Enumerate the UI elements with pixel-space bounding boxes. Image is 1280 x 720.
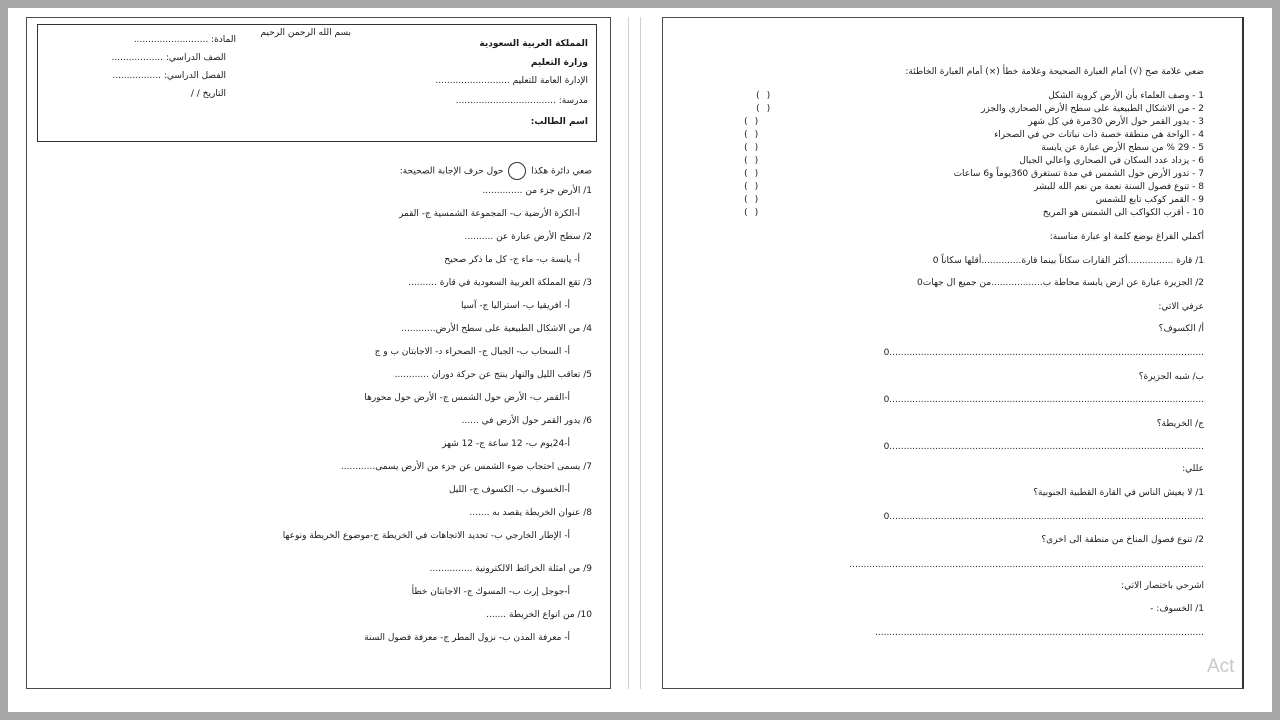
answer-parentheses: ( ): [755, 104, 772, 114]
answer-line: ..............................................................................................................0: [883, 348, 1204, 358]
answer-parentheses: ( ): [743, 143, 760, 153]
define-title: عرفي الاتي:: [1158, 302, 1204, 312]
tf-item: 9 - القمر كوكب تابع للشمس: [1095, 195, 1204, 205]
mcq-options: أ- افريقيا ب- استراليا ج- آسيا: [460, 301, 570, 311]
answer-parentheses: ( ): [743, 169, 760, 179]
define-item: ج/ الخريطة؟: [1156, 419, 1204, 429]
tf-instruction: ضعي علامة صح (√) أمام العبارة الصحيحة وعلامة خطأ (×) أمام العبارة الخاطئة:: [905, 67, 1204, 77]
ministry-label: وزارة التعليم: [530, 58, 588, 68]
explain-item: 1/ لا يعيش الناس في القارة القطبية الجنوبية؟: [1033, 488, 1204, 498]
answer-parentheses: ( ): [755, 91, 772, 101]
mcq-question: 8/ عنوان الخريطة يقصد به .......: [469, 508, 592, 518]
explain-item: 2/ تنوع فصول المناخ من منطقة الى اخرى؟: [1041, 535, 1204, 545]
answer-line: ..............................................................................................................0: [883, 442, 1204, 452]
mcq-question: 10/ من انواع الخريطة .......: [486, 610, 592, 620]
mcq-options: أ- معرفة المدن ب- نزول المطر ج- معرفة فصول السنة: [364, 633, 570, 643]
mcq-options: أ- الإطار الخارجي ب- تحديد الاتجاهات في الخريطة ج-موضوع الخريطة ونوعها: [282, 531, 570, 541]
instruction-suffix: حول حرف الإجابة الصحيحة:: [399, 166, 504, 177]
subject-field: المادة: ..........................: [133, 35, 236, 45]
mcq-question: 3/ تقع المملكة العربية السعودية في قارة ..........: [408, 278, 592, 288]
mcq-question: 1/ الأرض جزء من ..............: [482, 186, 592, 196]
mcq-instruction: [400, 162, 592, 180]
blank-line: ............................................................................................................................: [849, 560, 1204, 570]
mcq-question: 4/ من الاشكال الطبيعية على سطح الأرض............: [401, 324, 592, 334]
tf-item: 2 - من الاشكال الطبيعية على سطح الأرض الصحاري والجزر: [981, 104, 1204, 114]
mcq-options: أ-24يوم ب- 12 ساعة ج- 12 شهر: [442, 439, 570, 449]
answer-line: ..............................................................................................................0: [883, 395, 1204, 405]
page-divider: [640, 17, 641, 689]
mcq-options: أ- يابسة ب- ماء ج- كل ما ذكر صحيح: [444, 255, 580, 265]
circle-icon: [508, 162, 526, 180]
define-item: ب/ شبه الجزيرة؟: [1138, 372, 1204, 382]
exam-page-left: [26, 17, 611, 689]
activation-watermark: Act: [1207, 656, 1235, 677]
fill-item: 1/ قارة ................أكثر القارات سكاناً بينما قارة..............أقلها سكاناً 0: [932, 256, 1204, 266]
instruction-prefix: ضعي دائرة هكذا: [531, 166, 592, 177]
tf-item: 7 - تدور الأرض حول الشمس في مدة تستغرق 360يوماً و6 ساعات: [953, 169, 1204, 179]
tf-item: 6 - يزداد عدد السكان في الصحاري واعالي الجبال: [1019, 156, 1204, 166]
mcq-options: أ- السحاب ب- الجبال ج- الصحراء د- الاجابتان ب و ج: [374, 347, 570, 357]
grade-field: الصف الدراسي: ..................: [111, 53, 226, 63]
answer-parentheses: ( ): [743, 130, 760, 140]
answer-parentheses: ( ): [743, 195, 760, 205]
mcq-options: أ-جوجل إرث ب- المسوك ج- الاجابتان خطأ: [411, 587, 570, 597]
mcq-options: أ-القمر ب- الأرض حول الشمس ج- الأرض حول محورها: [364, 393, 570, 403]
page-divider: [628, 17, 629, 689]
mcq-question: 9/ من امثلة الخرائط الالكترونية ...............: [429, 564, 592, 574]
answer-parentheses: ( ): [743, 117, 760, 127]
answer-line: ..............................................................................................................0: [883, 512, 1204, 522]
fill-instruction: أكملي الفراغ بوضع كلمة او عبارة مناسبة:: [1049, 232, 1204, 242]
tf-item: 8 - تنوع فصول السنة نعمة من نعم الله للبشر: [1034, 182, 1204, 192]
tf-item: 3 - يدور القمر حول الأرض 30مرة في كل شهر: [1028, 117, 1204, 127]
tf-item: 10 - أقرب الكواكب الى الشمس هو المريخ: [1042, 208, 1204, 218]
tf-item: 4 - الواحة هي منطقة خصبة ذات نباتات حي في الصحراء: [994, 130, 1204, 140]
kingdom-label: المملكة العربية السعودية: [479, 39, 588, 49]
date-field: التاريخ / /: [190, 89, 226, 99]
fill-item: 2/ الجزيرة عبارة عن ارض يابسة محاطة ب..................من جميع ال جهات0: [917, 278, 1204, 288]
answer-parentheses: ( ): [743, 182, 760, 192]
tf-item: 5 - 29 % من سطح الأرض عبارة عن يابسة: [1041, 143, 1204, 153]
mcq-question: 5/ تعاقب الليل والنهار ينتج عن حركة دوران ............: [394, 370, 592, 380]
mcq-options: أ-الكرة الأرضية ب- المجموعة الشمسية ج- القمر: [398, 209, 580, 219]
mcq-options: أ-الخسوف ب- الكسوف ج- الليل: [448, 485, 570, 495]
exam-page-right: [662, 17, 1244, 689]
header-box: [37, 24, 597, 142]
brief-line: ...................................................................................................................: [875, 628, 1204, 638]
mcq-question: 2/ سطح الأرض عبارة عن ..........: [464, 232, 592, 242]
answer-parentheses: ( ): [743, 208, 760, 218]
tf-item: 1 - وصف العلماء بأن الأرض كروية الشكل: [1048, 91, 1204, 101]
define-item: أ/ الكسوف؟: [1158, 324, 1204, 334]
answer-parentheses: ( ): [743, 156, 760, 166]
basmala: بسم الله الرحمن الرحيم: [260, 28, 351, 38]
mcq-question: 7/ يسمى احتجاب ضوء الشمس عن جزء من الأرض يسمى............: [340, 462, 592, 472]
term-field: الفصل الدراسي: .................: [112, 71, 226, 81]
admin-label: الإدارة العامة للتعليم ..........................: [435, 76, 588, 86]
brief-item: 1/ الخسوف: -: [1150, 604, 1204, 614]
mcq-question: 6/ يدور القمر حول الأرض في ......: [461, 416, 592, 426]
brief-title: اشرحي باختصار الاتي:: [1121, 581, 1204, 591]
student-name-field: اسم الطالب:: [530, 117, 588, 127]
school-field: مدرسة: ...................................: [455, 96, 588, 106]
explain-title: عللي:: [1182, 464, 1204, 474]
